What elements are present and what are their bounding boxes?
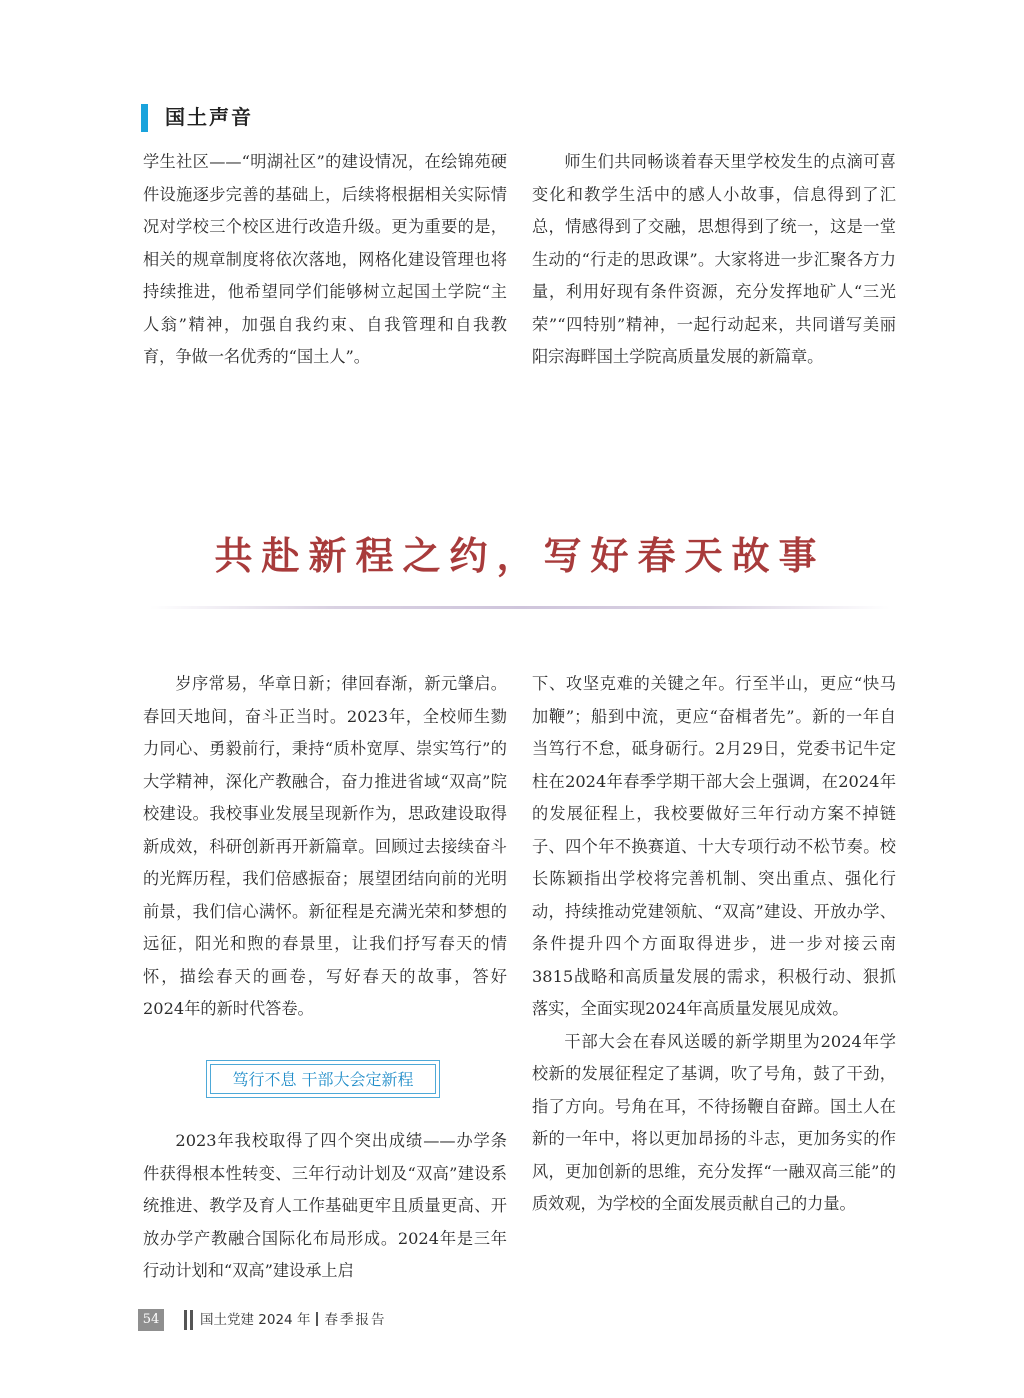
subhead-text: 笃行不息 干部大会定新程 [210, 1064, 436, 1094]
article-intro-paragraph: 岁序常易，华章日新；律回春渐，新元肇启。春回天地间，奋斗正当时。2023年，全校师生勠力同心、勇毅前行，秉持“质朴宽厚、崇实笃行”的大学精神，深化产教融合，奋力推进省域“双高”院校建设。我校事业发展呈现新作为，思政建设取得新成效，科研创新再开新篇章。回顾过去接续奋斗的光辉历程，我们倍感振奋；展望团结向前的光明前景，我们信心满怀。新征程是充满光荣和梦想的远征，阳光和煦的春景里，让我们抒写春天的情怀，描绘春天的画卷，写好春天的故事，答好2024年的新时代答卷。 [143, 674, 507, 1018]
subhead-box [206, 1060, 440, 1098]
section-accent-bar [141, 104, 148, 132]
top-right-column [532, 146, 896, 374]
article-continued-paragraph: 下、攻坚克难的关键之年。行至半山，更应“快马加鞭”；船到中流，更应“奋楫者先”。新的一年自当笃行不怠，砥身砺行。2月29日，党委书记牛定柱在2024年春季学期干部大会上强调，在2024年的发展征程上，我校要做好三年行动方案不掉链子、四个年不换赛道、十大专项行动不松节奏。校长陈颖指出学校将完善机制、突出重点、强化行动，持续推动党建领航、“双高”建设、开放办学、条件提升四个方面取得进步，进一步对接云南3815战略和高质量发展的需求，积极行动、狠抓落实，全面实现2024年高质量发展见成效。 [532, 674, 896, 1018]
article-right-column [532, 668, 896, 1221]
top-left-column [143, 146, 507, 374]
article-title: 共赴新程之约，写好春天故事 [214, 533, 826, 578]
section-header [141, 102, 441, 132]
publication-name: 国土党建 2024 年 [200, 1312, 311, 1328]
footer-publication [200, 1309, 386, 1331]
article-left-column [143, 668, 507, 1026]
article-closing-paragraph: 干部大会在春风送暖的新学期里为2024年学校新的发展征程定了基调，吹了号角，鼓了干劲，指了方向。号角在耳，不待扬鞭自奋蹄。国土人在新的一年中，将以更加昂扬的斗志，更加务实的作风，更加创新的思维，充分发挥“一融双高三能”的质效观，为学校的全面发展贡献自己的力量。 [532, 1031, 896, 1213]
article-paragraph-2: 2023年我校取得了四个突出成绩——办学条件获得根本性转变、三年行动计划及“双高”建设系统推进、教学及育人工作基础更牢且质量更高、开放办学产教融合国际化布局形成。2024年是三年行动计划和“双高”建设承上启 [143, 1131, 507, 1280]
top-right-paragraph: 师生们共同畅谈着春天里学校发生的点滴可喜变化和教学生活中的感人小故事，信息得到了汇总，情感得到了交融，思想得到了统一，这是一堂生动的“行走的思政课”。大家将进一步汇聚各方力量，利用好现有条件资源，充分发挥地矿人“三光荣”“四特别”精神，一起行动起来，共同谱写美丽阳宗海畔国土学院高质量发展的新篇章。 [532, 152, 896, 366]
subhead-container [143, 1060, 507, 1100]
footer-bars-icon [184, 1310, 196, 1330]
title-divider [150, 606, 890, 609]
article-left-column-lower [143, 1125, 507, 1288]
page-footer [138, 1309, 538, 1333]
top-left-paragraph: 学生社区——“明湖社区”的建设情况，在绘锦苑硬件设施逐步完善的基础上，后续将根据相关实际情况对学校三个校区进行改造升级。更为重要的是，相关的规章制度将依次落地，网格化建设管理也将持续推进，他希望同学们能够树立起国土学院“主人翁”精神，加强自我约束、自我管理和自我教育，争做一名优秀的“国土人”。 [143, 152, 507, 366]
footer-separator [316, 1312, 318, 1326]
page-number: 54 [138, 1309, 164, 1331]
report-name: 春季报告 [324, 1312, 387, 1328]
section-title: 国土声音 [165, 105, 253, 129]
